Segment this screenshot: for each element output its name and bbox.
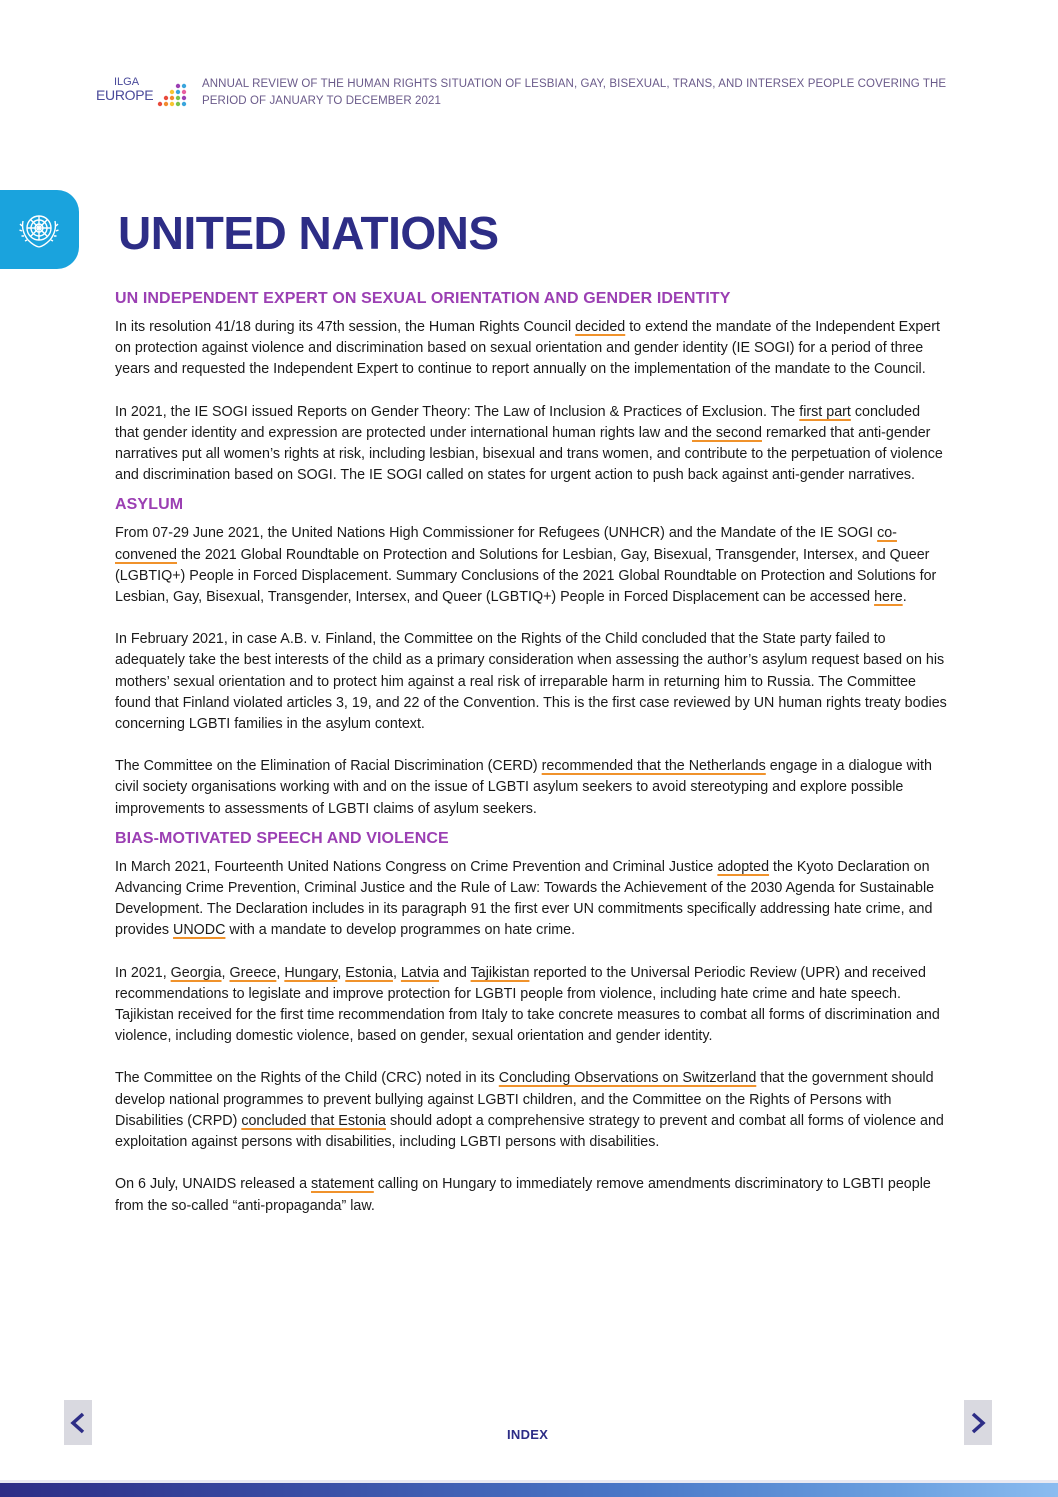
inline-link[interactable]: Georgia [170,964,222,981]
section-heading: BIAS-MOTIVATED SPEECH AND VIOLENCE [115,829,449,847]
text-run: , [392,964,401,981]
text-run: In 2021, [115,964,171,981]
text-run: From 07-29 June 2021, the United Nations High Commissioner for Refugees (UNHCR) and the Mandate of the IE SOGI [115,525,878,542]
page-title: UNITED NATIONS [118,207,499,259]
text-run: the Kyoto Declaration on Advancing Crime Prevention, Criminal Justice and the Rule of Law: Towards the Achievement of the 2030 Agenda for Sustainable Development. The Declaration includes in its paragraph 91 the first ever UN commitments specifically addressing hate crime, and provides [115,858,935,939]
paragraph [115,1068,947,1153]
inline-link[interactable]: Estonia [345,964,393,981]
paragraph [115,523,947,608]
paragraph [115,629,947,735]
previous-page-button[interactable] [64,1400,92,1445]
paragraph [115,402,947,487]
text-run: In 2021, the IE SOGI issued Reports on Gender Theory: The Law of Inclusion & Practices of Exclusion. The [115,403,800,420]
text-run: that the government should develop national programmes to prevent bullying against LGBTI children, and the Committee on the Rights of Persons with Disabilities (CRPD) [115,1070,934,1129]
un-section-tab [0,190,79,269]
text-run: In March 2021, Fourteenth United Nations Congress on Crime Prevention and Criminal Justice [115,858,718,875]
text-run: . [902,589,907,606]
ilga-europe-logo [96,76,188,112]
logo-line1: ILGA [114,76,140,88]
section [115,828,947,1217]
paragraph [115,1174,947,1216]
text-run: should adopt a comprehensive strategy to prevent and combat all forms of violence and exploitation against persons with disabilities, including LGBTI persons with disabilities. [115,1112,944,1151]
section-heading: ASYLUM [115,496,184,514]
section [115,494,947,819]
index-link[interactable]: INDEX [507,1427,549,1442]
chevron-left-icon [68,1412,88,1434]
text-run: The Committee on the Rights of the Child (CRC) noted in its [115,1070,499,1087]
page-header [96,74,996,114]
inline-link[interactable]: Hungary [284,964,338,981]
paragraph [115,963,947,1048]
chevron-right-icon [968,1412,988,1434]
inline-link[interactable]: Tajikistan [470,964,530,981]
inline-link[interactable]: UNODC [173,922,226,939]
paragraph [115,857,947,942]
inline-link[interactable]: statement [311,1176,374,1193]
inline-link[interactable]: here [874,589,903,606]
text-run: and [439,964,471,981]
text-run: the 2021 Global Roundtable on Protection and Solutions for Lesbian, Gay, Bisexual, Transgender, Intersex, and Queer (LGBTIQ+) People in Forced Displacement. Summary Conclusions of the 2021 Global Roundtable on Protection and Solutions for Lesbian, Gay, Bisexual, Transgender, Intersex, and Queer (LGBTIQ+) People in Forced Displacement can be accessed [115,546,937,606]
section-heading: UN INDEPENDENT EXPERT ON SEXUAL ORIENTATION AND GENDER IDENTITY [115,290,731,307]
text-run: , [337,964,346,981]
inline-link[interactable]: Concluding Observations on Switzerland [498,1070,757,1087]
inline-link[interactable]: recommended that the Netherlands [541,758,766,775]
inline-link[interactable]: adopted [717,858,770,875]
inline-link[interactable]: co-convened [115,525,897,563]
text-run: In February 2021, in case A.B. v. Finland, the Committee on the Rights of the Child concluded that the State party failed to adequately take the best interests of the child as a primary consideration when assessing the author’s asylum request based on his mothers’ sexual orientation and to protect him against a real risk of irreparable harm in returning him to Russia. The Committee found that Finland violated articles 3, 19, and 22 of the Convention. This is the first case reviewed by UN human rights treaty bodies concerning LGBTI families in the asylum context. [115,631,947,733]
inline-link[interactable]: concluded that Estonia [241,1112,386,1129]
text-run: to extend the mandate of the Independent Expert on protection against violence and discrimination based on sexual orientation and gender identity (IE SOGI) for a period of three years and requested the Independent Expert to continue to report annually on the implementation of the mandate to the Council. [115,319,940,378]
text-run: reported to the Universal Periodic Review (UPR) and received recommendations to legislate and improve protection for LGBTI people from violence, including hate crime and hate speech. Tajikistan received for the first time recommendation from Italy to take concrete measures to combat all forms of discrimination and violence, including domestic violence, based on gender, sexual orientation and gender identity. [115,964,940,1045]
inline-link[interactable]: Latvia [400,964,440,981]
logo-line2: EUROPE [96,87,154,103]
text-run: The Committee on the Elimination of Racial Discrimination (CERD) [115,758,542,775]
un-emblem-icon [16,207,62,253]
footer-color-bar [0,1483,1058,1497]
paragraph [115,756,947,820]
inline-link[interactable]: decided [575,319,626,335]
text-run: concluded that gender identity and expression are protected under international human rights law and [115,403,921,441]
inline-link[interactable]: first part [799,403,851,420]
text-run: In its resolution 41/18 during its 47th session, the Human Rights Council [115,319,576,335]
inline-link[interactable]: Greece [229,964,277,981]
logo-dots-icon [156,82,188,110]
text-run: On 6 July, UNAIDS released a [115,1176,312,1193]
text-run: , [276,964,285,981]
running-title: ANNUAL REVIEW OF THE HUMAN RIGHTS SITUATION OF LESBIAN, GAY, BISEXUAL, TRANS, AND INTERSEX PEOPLE COVERING THE PERIOD OF JANUARY TO DECEMBER 2021 [202,78,947,107]
section [115,288,947,486]
text-run: remarked that anti-gender narratives put all women’s rights at risk, including lesbian, bisexual and trans women, and contribute to the perpetuation of violence and discrimination based on SOGI. The IE SOGI called on states for urgent action to push back against anti-gender narratives. [115,424,943,484]
paragraph [115,317,947,381]
next-page-button[interactable] [964,1400,992,1445]
inline-link[interactable]: the second [692,424,762,441]
text-run: , [221,964,230,981]
text-run: calling on Hungary to immediately remove amendments discriminatory to LGBTI people from the so-called “anti-propaganda” law. [115,1176,931,1214]
main-content [115,288,947,1217]
text-run: with a mandate to develop programmes on hate crime. [225,922,576,939]
text-run: engage in a dialogue with civil society organisations working with and on the issue of LGBTI asylum seekers to avoid stereotyping and explore possible improvements to assessments of LGBTI claims of asylum seekers. [115,758,932,817]
